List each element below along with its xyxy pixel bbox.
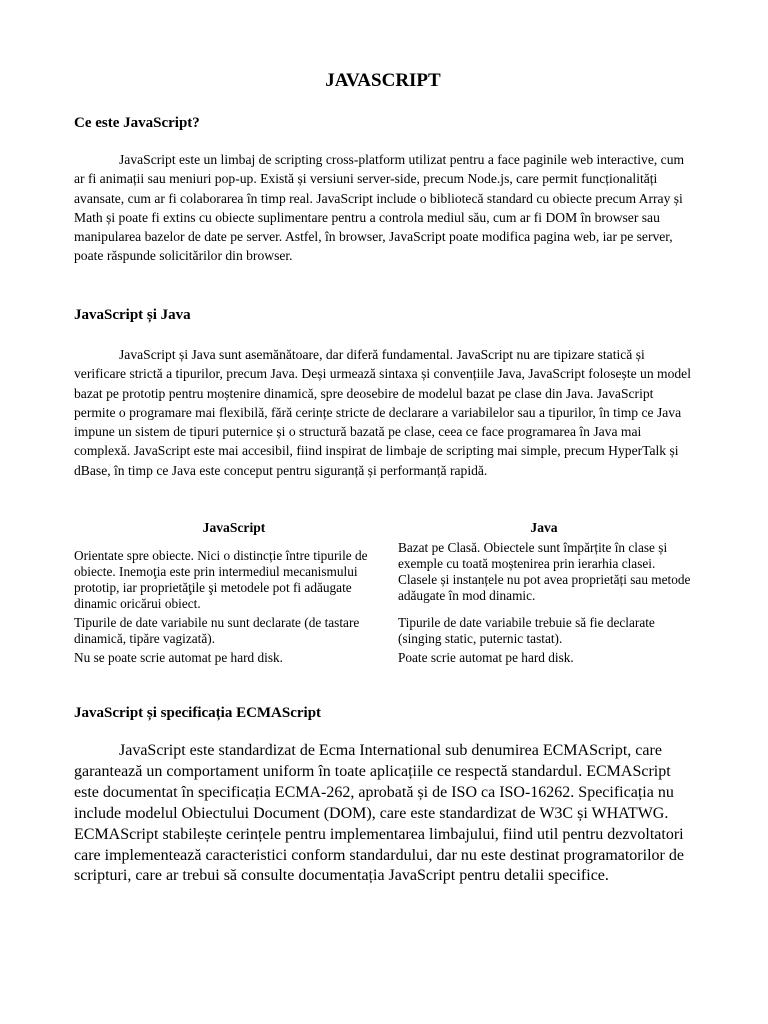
section-paragraph-ecmascript: JavaScript este standardizat de Ecma International sub denumirea ECMAScript, care garantează un comportament uniform în toate aplicațiile ce respectă standardul. ECMAScript este documentat în specificația ECMA-262, aprobată și de ISO ca ISO-16262. Specificația nu include modelul Obiectului Document (DOM), care este standardizat de W3C și WHATWG. ECMAScript stabilește cerințele pentru implementarea limbajului, fiind util pentru dezvoltatori care implementează caracteristici conform standardului, dar nu este destinat programatorilor de scripturi, care ar trebui să consulte documentația JavaScript pentru detalii specifice. (74, 742, 684, 885)
table-cell-java: Poate scrie automat pe hard disk. (397, 650, 574, 665)
table-row (74, 539, 694, 614)
table-cell-javascript: Nu se poate scrie automat pe hard disk. (74, 650, 283, 665)
section-heading-ecmascript: JavaScript și specificația ECMAScript (74, 705, 322, 721)
comparison-table (74, 516, 694, 668)
section-paragraph-javascript-and-java: JavaScript și Java sunt asemănătoare, dar diferă fundamental. JavaScript nu are tipizare statică și verificare strictă a tipurilor, precum Java. Deși urmează sintaxa și convențiile Java, JavaScript folosește un model bazat pe prototip pentru moștenire dinamică, spre deosebire de modelul bazat pe clase din Java. JavaScript permite o programare mai flexibilă, fără cerințe stricte de declarare a variabilelor sau a tipurilor, în timp ce Java impune un sistem de tipuri puternice și o structură bazată pe clase, ceea ce face programarea în Java mai complexă. JavaScript este mai accesibil, fiind inspirat de limbaje de scripting mai simple, precum HyperTalk și dBase, în timp ce Java este conceput pentru siguranță și performanță rapidă. (74, 347, 691, 478)
section-paragraph-what-is-javascript: JavaScript este un limbaj de scripting cross-platform utilizat pentru a face paginile web interactive, cum ar fi animații sau meniuri pop-up. Există și versiuni server-side, precum Node.js, care permit funcționalități avansate, cum ar fi colaborarea în timp real. JavaScript include o bibliotecă standard cu obiecte precum Array și Math și poate fi extins cu obiecte suplimentare pentru a controla mediul său, cum ar fi DOM în browser sau manipularea bazelor de date pe server. Astfel, în browser, JavaScript poate modifica pagina web, iar pe server, poate răspunde solicitărilor din browser. (74, 152, 685, 264)
table-row (74, 649, 694, 668)
table-cell-java: Tipurile de date variabile trebuie să fie declarate (singing static, puternic tastat). (397, 615, 655, 646)
table-cell-javascript: Orientate spre obiecte. Nici o distincție între tipurile de obiecte. Inemoţia este prin intermediul mecanismului prototip, iar proprietăţile şi metodele pot fi adăugate dinamic oricărui obiect. (74, 548, 368, 611)
section-heading-what-is-javascript: Ce este JavaScript? (74, 115, 200, 131)
table-header-javascript: JavaScript (202, 520, 266, 535)
table-header-java: Java (530, 520, 558, 535)
table-cell-javascript: Tipurile de date variabile nu sunt declarate (de tastare dinamică, tipăre vagizată). (74, 615, 360, 646)
document-title: JAVASCRIPT (325, 70, 441, 91)
table-cell-java: Bazat pe Clasă. Obiectele sunt împărțite în clase și exemple cu toată moștenirea prin ierarhia clasei. Clasele și instanțele nu pot avea proprietăți sau metode adăugate în mod dinamic. (397, 540, 691, 603)
table-header-row (74, 516, 694, 539)
section-heading-javascript-and-java: JavaScript și Java (74, 307, 191, 323)
table-row (74, 614, 694, 649)
